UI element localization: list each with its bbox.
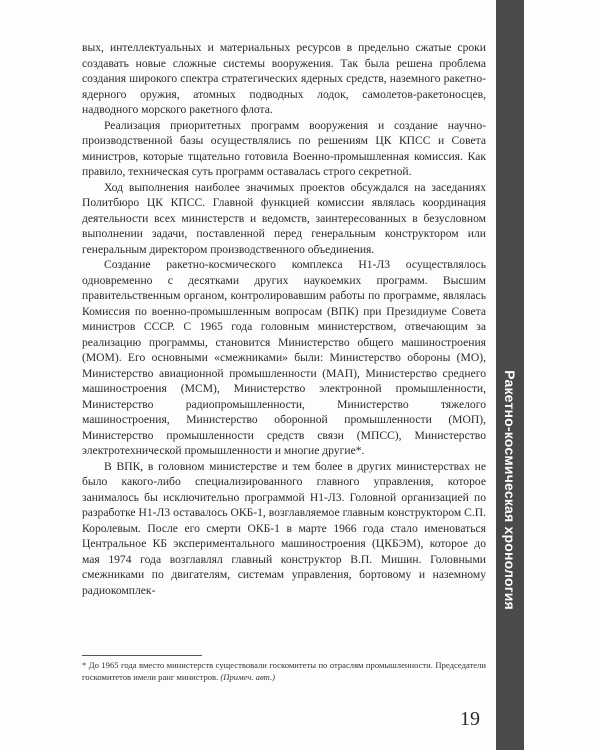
page-number: 19 bbox=[460, 708, 480, 730]
paragraph-3: Ход выполнения наиболее значимых проектов обсуждался на заседаниях Политбюро ЦК КПСС. Главной функцией комиссии являлась координация деятельности всех министерств и ведомств, заинтересованных в безусловном выполнении задачи, поставленной перед генеральным конструктором или генеральным директором производственного объединения. bbox=[82, 180, 486, 256]
footnote-author-note: (Примеч. авт.) bbox=[220, 671, 275, 682]
chapter-side-tab-title: Ракетно-космическая хронология bbox=[502, 370, 518, 610]
footnote bbox=[82, 660, 486, 683]
body-text bbox=[82, 40, 486, 598]
footnote-divider bbox=[82, 655, 202, 656]
paragraph-2: Реализация приоритетных программ вооружения и создание научно-производственной базы осуществлялись по решениям ЦК КПСС и Совета министров, которые тщательно готовила Военно-промышленная комиссия. Как правило, техническая суть программ оставалась строго секретной. bbox=[82, 118, 486, 178]
paragraph-5: В ВПК, в головном министерстве и тем более в других министерствах не было какого-либо специализированного главного управления, которое занималось бы исключительно программой Н1-Л3. Головной организацией по разработке Н1-Л3 оставалось ОКБ-1, возглавляемое главным конструктором С.П. Королевым. После его смерти ОКБ-1 в марте 1966 года стало именоваться Центральное КБ экспериментального машиностроения (ЦКБЭМ), которое до мая 1974 года возглавлял главный конструктор В.П. Мишин. Головными смежниками по двигателям, системам управления, бортовому и наземному радиокомплек- bbox=[82, 459, 486, 597]
paragraph-1: вых, интеллектуальных и материальных ресурсов в предельно сжатые сроки создавать новые сложные системы вооружения. Так была решена проблема создания широкого спектра стратегических ядерных средств, наземного ракетно-ядерного оружия, атомных подводных лодок, самолетов-ракетоносцев, надводного морского ракетного флота. bbox=[82, 41, 486, 116]
footnote-text: * До 1965 года вместо министерств существовали госкомитеты по отраслям промышленности. Председатели госкомитетов имели ранг министров. bbox=[82, 660, 486, 682]
paragraph-4: Создание ракетно-космического комплекса Н1-Л3 осуществлялось одновременно с десятками других наукоемких программ. Высшим правительственным органом, контролировавшим работы по программе, являлась Комиссия по военно-промышленным вопросам (ВПК) при Президиуме Совета министров СССР. С 1965 года головным министерством, отвечающим за реализацию программы, становится Министерство общего машиностроения (МОМ). Его основными «смежниками» были: Министерство обороны (МО), Министерство авиационной промышленности (МАП), Министерство среднего машиностроения (МСМ), Министерство электронной промышленности, Министерство радиопромышленности, Министерство тяжелого машиностроения, Министерство оборонной промышленности (МОП), Министерство промышленности средств связи (МПСС), Министерство электротехнической промышленности и многие другие*. bbox=[82, 258, 486, 457]
